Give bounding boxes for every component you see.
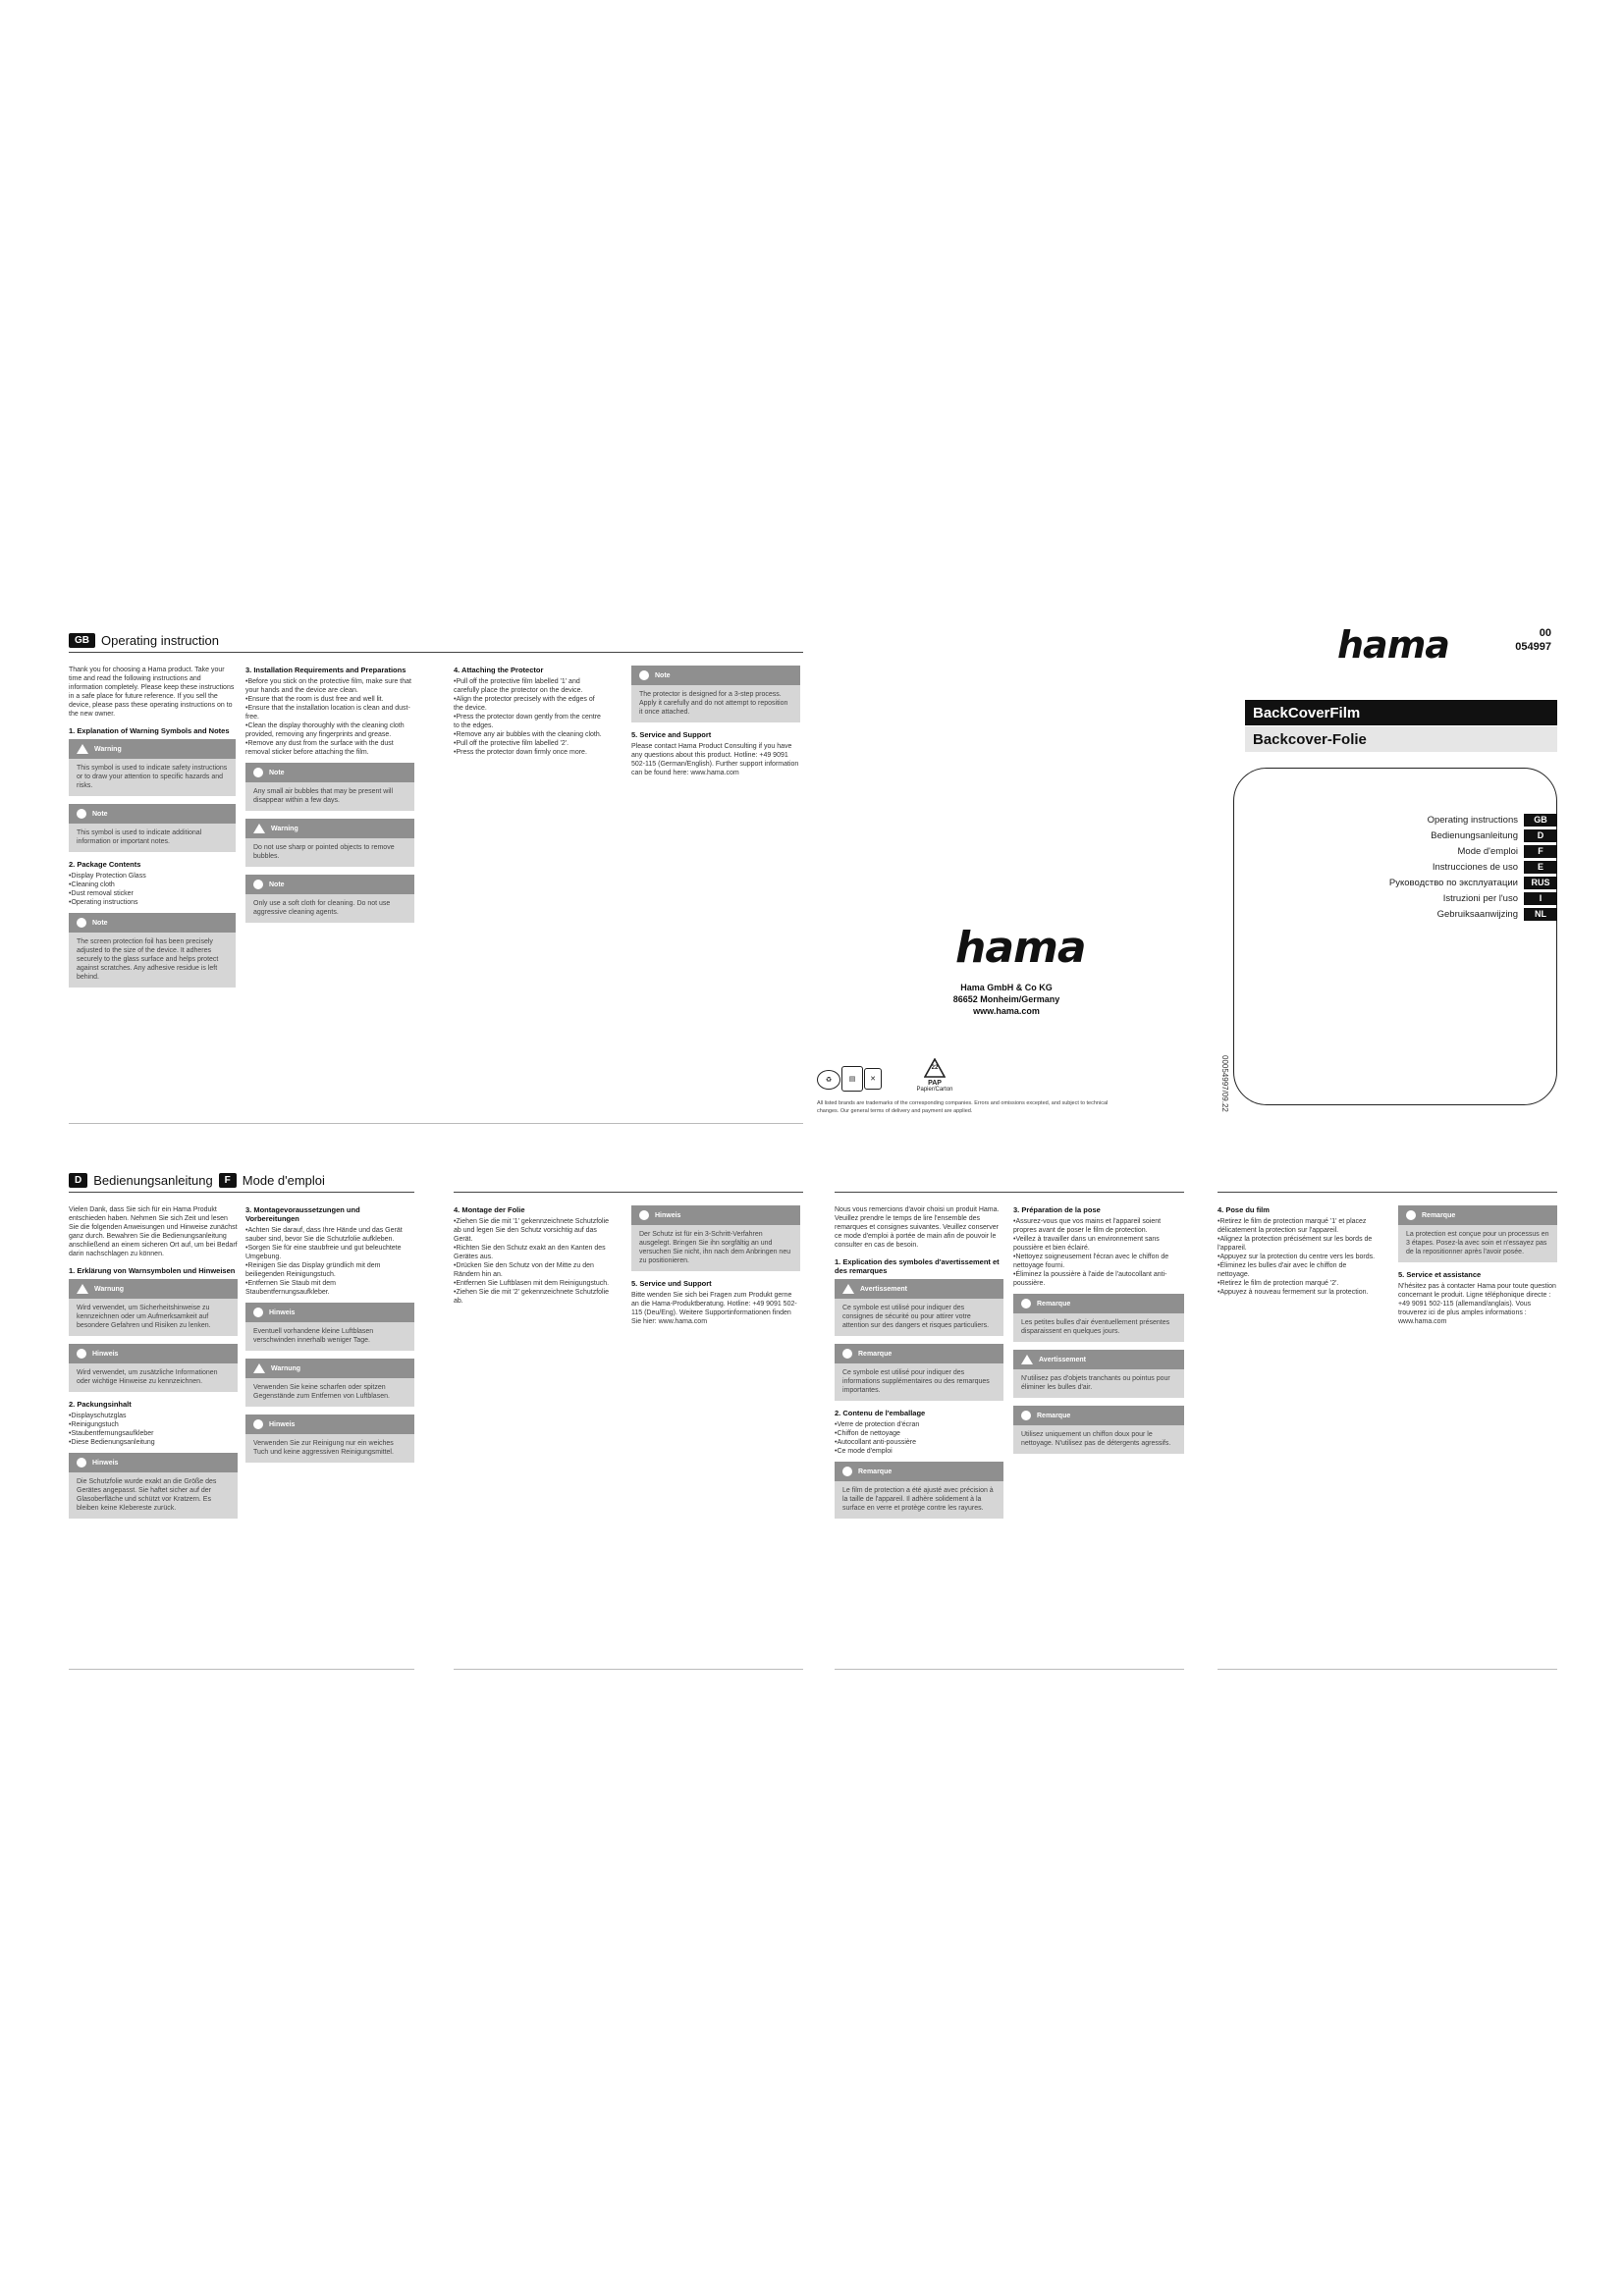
packaging-symbol-icon: ▤ (841, 1066, 863, 1092)
back-legal: All listed brands are trademarks of the corresponding companies. Errors and omissions excepted, and subject to technical changes. Our general terms of delivery and payment are applied. (817, 1100, 1109, 1114)
list-item: • Retirez le film de protection marqué '2'. (1218, 1279, 1377, 1288)
d-f-header (69, 1173, 325, 1188)
info-icon (639, 1210, 649, 1220)
d-hinweis2-title: Hinweis (92, 1459, 119, 1467)
pap-number: 22 (931, 1065, 939, 1071)
top-left-bottom-rule (69, 1123, 461, 1124)
back-hama-logo: hama (955, 923, 1086, 973)
list-item: • Staubentfernungsaufkleber (69, 1429, 238, 1438)
gb-header-rule (69, 652, 803, 653)
back-company: Hama GmbH & Co KG (960, 983, 1053, 992)
list-item: • Drücken Sie den Schutz von der Mitte zu den Rändern hin an. (454, 1261, 611, 1279)
cover-lang-row-e (1433, 861, 1557, 874)
gb-heading-3: 3. Installation Requirements and Preparations (245, 666, 406, 674)
f-prep-rem-box (1013, 1294, 1184, 1342)
f-rem-box (835, 1344, 1003, 1401)
d-contents-list (69, 1412, 238, 1447)
f-avert-text: Ce symbole est utilisé pour indiquer des consignes de sécurité ou pour attirer votre attention sur des dangers et risques particuliers. (842, 1305, 990, 1329)
lang-label: Instrucciones de uso (1432, 862, 1518, 873)
list-item: • Clean the display thoroughly with the cleaning cloth provided, removing any fingerprints and grease. (245, 721, 414, 739)
f-attach-list (1218, 1217, 1377, 1297)
d-header-rule (69, 1192, 414, 1193)
pap-label: PAP (928, 1080, 942, 1087)
d-column-3 (454, 1205, 611, 1311)
info-icon (77, 1458, 86, 1468)
f-prep-list (1013, 1217, 1184, 1288)
lang-code: D (1524, 829, 1557, 842)
f-prep-rem2-title: Remarque (1037, 1412, 1071, 1419)
cover-title-en: BackCoverFilm (1245, 700, 1557, 725)
info-icon (253, 880, 263, 889)
cover-code-b: 054997 (1515, 641, 1551, 653)
info-icon (77, 918, 86, 928)
d-prep-warnung-text: Verwenden Sie keine scharfen oder spitzen Gegenstände zum Entfernen von Luftblasen. (253, 1384, 390, 1400)
gb-heading-1: 1. Explanation of Warning Symbols and Notes (69, 726, 230, 735)
back-url: www.hama.com (973, 1006, 1040, 1016)
info-icon (77, 1349, 86, 1359)
d-column-4 (631, 1205, 800, 1332)
d-attach-hinweis-title: Hinweis (655, 1211, 681, 1219)
info-icon (1021, 1299, 1031, 1308)
list-item: • Autocollant anti-poussière (835, 1438, 1003, 1447)
gb-prep-note-box (245, 763, 414, 811)
f-rem-title: Remarque (858, 1350, 893, 1358)
cover-codes (1512, 626, 1551, 654)
f-prep-rem-text: Les petites bulles d'air éventuellement présentes disparaissent en quelques jours. (1021, 1319, 1170, 1335)
d-heading-1: 1. Erklärung von Warnsymbolen und Hinweisen (69, 1266, 236, 1275)
gb-attach-note-text: The protector is designed for a 3-step process. Apply it carefully and do not attempt to reposition it once attached. (639, 691, 788, 716)
list-item: • Chiffon de nettoyage (835, 1429, 1003, 1438)
list-item: • Align the protector precisely with the edges of the device. (454, 695, 606, 713)
back-company-block (943, 982, 1070, 1017)
list-item: • Diese Bedienungsanleitung (69, 1438, 238, 1447)
d-warning-box (69, 1279, 238, 1336)
top-mid-bottom-rule (454, 1123, 803, 1124)
list-item: • Veillez à travailler dans un environnement sans poussière et bien éclairé. (1013, 1235, 1184, 1253)
gb-note2-title: Note (92, 919, 108, 927)
bottom-rule-2 (454, 1669, 803, 1670)
list-item: • Operating instructions (69, 898, 236, 907)
bin-symbol-icon: ✕ (864, 1068, 882, 1090)
d-prep-hinweis-box (245, 1303, 414, 1351)
gb-note-text: This symbol is used to indicate additional information or important notes. (77, 829, 202, 845)
list-item: • Ziehen Sie die mit '2' gekennzeichnete Schutzfolie ab. (454, 1288, 611, 1306)
list-item: • Entfernen Sie Luftblasen mit dem Reinigungstuch. (454, 1279, 611, 1288)
d-prep-hinweis2-title: Hinweis (269, 1420, 296, 1428)
gb-header-title: Operating instruction (101, 633, 219, 648)
d-hinweis-title: Hinweis (92, 1350, 119, 1358)
list-item: • Entfernen Sie Staub mit dem Staubentfernungsaufkleber. (245, 1279, 414, 1297)
cover-lang-row-nl (1437, 908, 1557, 921)
list-item: • Ce mode d'emploi (835, 1447, 1003, 1456)
list-item: • Éliminez la poussière à l'aide de l'autocollant anti-poussière. (1013, 1270, 1184, 1288)
list-item: • Assurez-vous que vos mains et l'appareil soient propres avant de poser le film de protection. (1013, 1217, 1184, 1235)
f-prep-avert-box (1013, 1350, 1184, 1398)
d-intro: Vielen Dank, dass Sie sich für ein Hama Produkt entschieden haben. Nehmen Sie sich Zeit und lesen Sie die folgenden Anweisungen und Hinweise zunächst ganz durch. Bewahren Sie die Bedienungsanleitung anschließend an einem sicheren Ort auf, um bei Bedarf darin nachschlagen zu können. (69, 1206, 238, 1257)
d-column-1 (69, 1205, 238, 1526)
f-header-rule (835, 1192, 1184, 1193)
gb-header (69, 633, 219, 648)
list-item: • Before you stick on the protective film, make sure that your hands and the device are clean. (245, 677, 414, 695)
f-column-3 (1218, 1205, 1377, 1303)
d-heading-5: 5. Service und Support (631, 1279, 712, 1288)
d-heading-4: 4. Montage der Folie (454, 1205, 525, 1214)
cover-hama-logo: hama (1337, 623, 1449, 667)
info-icon (1406, 1210, 1416, 1220)
f-avert-box (835, 1279, 1003, 1336)
warning-triangle-icon (77, 1284, 88, 1294)
f-attach-rem-title: Remarque (1422, 1211, 1456, 1219)
lang-label: Mode d'emploi (1457, 846, 1518, 857)
d-column-2 (245, 1205, 414, 1470)
gb-heading-5: 5. Service and Support (631, 730, 712, 739)
gb-attach-note-box (631, 666, 800, 722)
list-item: • Ensure that the installation location is clean and dust-free. (245, 704, 414, 721)
info-icon (639, 670, 649, 680)
f-contents-list (835, 1420, 1003, 1456)
f-heading-3: 3. Préparation de la pose (1013, 1205, 1101, 1214)
gb-prep-warning-text: Do not use sharp or pointed objects to remove bubbles. (253, 844, 395, 860)
list-item: • Cleaning cloth (69, 881, 236, 889)
d-hinweis-text: Wird verwendet, um zusätzliche Informationen oder wichtige Hinweise zu kennzeichnen. (77, 1369, 218, 1385)
list-item: • Press the protector down gently from the centre to the edges. (454, 713, 606, 730)
d-hinweis-box (69, 1344, 238, 1392)
warning-triangle-icon (253, 1363, 265, 1373)
gb-prep-list (245, 677, 414, 757)
list-item: • Éliminez les bulles d'air avec le chiffon de nettoyage. (1218, 1261, 1377, 1279)
list-item: • Press the protector down firmly once more. (454, 748, 606, 757)
d-prep-warnung-box (245, 1359, 414, 1407)
gb-note2-text: The screen protection foil has been precisely adjusted to the size of the device. It adheres securely to the glass surface and helps protect against scratches. Any adhesive residue is left behind. (77, 938, 219, 981)
warning-triangle-icon (842, 1284, 854, 1294)
d-heading-2: 2. Packungsinhalt (69, 1400, 132, 1409)
gb-lang-tag: GB (69, 633, 95, 648)
info-icon (253, 768, 263, 777)
info-icon (842, 1467, 852, 1476)
gb-prep-note2-text: Only use a soft cloth for cleaning. Do not use aggressive cleaning agents. (253, 900, 391, 916)
list-item: • Pull off the protective film labelled '2'. (454, 739, 606, 748)
list-item: • Reinigen Sie das Display gründlich mit dem beiliegenden Reinigungstuch. (245, 1261, 414, 1279)
cover-lang-row-gb (1428, 814, 1557, 827)
d-hinweis2-box (69, 1453, 238, 1519)
cover-code-a: 00 (1539, 627, 1551, 639)
gb-contents-list (69, 872, 236, 907)
f-prep-rem-title: Remarque (1037, 1300, 1071, 1308)
gb-column-2 (245, 666, 414, 931)
list-item: • Ziehen Sie die mit '1' gekennzeichnete Schutzfolie ab und legen Sie den Schutz vorsichtig auf das Gerät. (454, 1217, 611, 1244)
warning-triangle-icon (77, 744, 88, 754)
d-warning-title: Warnung (94, 1285, 125, 1293)
d-header-rule-2 (454, 1192, 803, 1193)
d-prep-list (245, 1226, 414, 1297)
gb-attach-list (454, 677, 606, 757)
lang-label: Istruzioni per l'uso (1442, 893, 1518, 904)
list-item: • Sorgen Sie für eine staubfreie und gut beleuchtete Umgebung. (245, 1244, 414, 1261)
d-prep-warnung-title: Warnung (271, 1364, 301, 1372)
list-item: • Remove any dust from the surface with the dust removal sticker before attaching the film. (245, 739, 414, 757)
info-icon (1021, 1411, 1031, 1420)
d-header-title: Bedienungsanleitung (93, 1173, 213, 1188)
info-icon (77, 809, 86, 819)
cover-lang-row-f (1458, 845, 1558, 858)
d-prep-hinweis-title: Hinweis (269, 1308, 296, 1316)
d-hinweis2-text: Die Schutzfolie wurde exakt an die Größe des Gerätes angepasst. Sie haftet sicher auf der Glasoberfläche und schützt vor Kratzern. Es bleiben keine Klebereste zurück. (77, 1478, 217, 1512)
gb-heading-4: 4. Attaching the Protector (454, 666, 544, 674)
gb-note-title: Note (92, 810, 108, 818)
f-attach-rem-box (1398, 1205, 1557, 1262)
f-column-4 (1398, 1205, 1557, 1332)
warning-triangle-icon (253, 824, 265, 833)
info-icon (842, 1349, 852, 1359)
d-prep-hinweis2-text: Verwenden Sie zur Reinigung nur ein weiches Tuch und keine aggressiven Reinigungsmittel. (253, 1440, 394, 1456)
gb-warning-title: Warning (94, 745, 122, 753)
list-item: • Alignez la protection précisément sur les bords de l'appareil. (1218, 1235, 1377, 1253)
f-rem2-box (835, 1462, 1003, 1519)
bottom-rule-1 (69, 1669, 414, 1670)
list-item: • Appuyez à nouveau fermement sur la protection. (1218, 1288, 1377, 1297)
bottom-rule-3 (835, 1669, 1184, 1670)
gb-column-3 (454, 666, 606, 763)
f-header-rule-2 (1218, 1192, 1557, 1193)
list-item: • Reinigungstuch (69, 1420, 238, 1429)
f-prep-avert-title: Avertissement (1039, 1356, 1086, 1363)
cover-lang-row-d (1431, 829, 1557, 842)
gb-intro: Thank you for choosing a Hama product. Take your time and read the following instructions and information completely. Please keep these instructions in a safe place for future reference. If you sell the device, please pass these operating instructions on to the new owner. (69, 667, 235, 718)
list-item: • Display Protection Glass (69, 872, 236, 881)
back-side-code: 00054997/09.22 (1220, 1055, 1229, 1112)
f-heading-2: 2. Contenu de l'emballage (835, 1409, 926, 1417)
info-icon (253, 1419, 263, 1429)
d-prep-hinweis-text: Eventuell vorhandene kleine Luftblasen verschwinden innerhalb weniger Tage. (253, 1328, 374, 1344)
list-item: • Retirez le film de protection marqué '1' et placez délicatement la protection sur l'appareil. (1218, 1217, 1377, 1235)
d-service-text: Bitte wenden Sie sich bei Fragen zum Produkt gerne an die Hama-Produktberatung. Hotline: +49 9091 502-115 (Deu/Eng). Weitere Supportinformationen finden Sie hier: www.hama.com (631, 1292, 797, 1325)
f-heading-4: 4. Pose du film (1218, 1205, 1270, 1214)
gb-prep-warning-title: Warning (271, 825, 298, 832)
list-item: • Achten Sie darauf, dass Ihre Hände und das Gerät sauber sind, bevor Sie die Schutzfolie aufkleben. (245, 1226, 414, 1244)
f-prep-avert-text: N'utilisez pas d'objets tranchants ou pointus pour éliminer les bulles d'air. (1021, 1375, 1170, 1391)
d-lang-tag: D (69, 1173, 87, 1188)
lang-code: NL (1524, 908, 1557, 921)
back-address: 86652 Monheim/Germany (952, 994, 1060, 1004)
gb-prep-note-text: Any small air bubbles that may be present will disappear within a few days. (253, 788, 394, 804)
f-header-title: Mode d'emploi (242, 1173, 325, 1188)
d-attach-hinweis-box (631, 1205, 800, 1271)
f-rem-text: Ce symbole est utilisé pour indiquer des informations supplémentaires ou des remarques importantes. (842, 1369, 990, 1394)
recycling-symbol-icon: ♻ (817, 1070, 840, 1090)
f-rem2-text: Le film de protection a été ajusté avec précision à la taille de l'appareil. Il adhère solidement à la surface en verre et protège contre les rayures. (842, 1487, 994, 1512)
list-item: • Ensure that the room is dust free and well lit. (245, 695, 414, 704)
lang-label: Руководство по эксплуатации (1388, 878, 1518, 888)
gb-service-text: Please contact Hama Product Consulting if you have any questions about this product. Hotline: +49 9091 502-115 (German/English). Further support information can be found here: www.hama.com (631, 743, 799, 776)
f-prep-rem2-box (1013, 1406, 1184, 1454)
list-item: • Verre de protection d'écran (835, 1420, 1003, 1429)
f-prep-rem2-text: Utilisez uniquement un chiffon doux pour le nettoyage. N'utilisez pas de détergents agressifs. (1021, 1431, 1171, 1447)
lang-label: Gebruiksaanwijzing (1436, 909, 1518, 920)
gb-note2-box (69, 913, 236, 988)
cover-lang-row-i (1443, 892, 1557, 905)
gb-column-4 (631, 666, 800, 783)
list-item: • Remove any air bubbles with the cleaning cloth. (454, 730, 606, 739)
pap-recycling-code (907, 1058, 962, 1093)
f-service-text: N'hésitez pas à contacter Hama pour toute question concernant le produit. Ligne téléphonique directe : +49 9091 502-115 (allemand/anglais). Vous trouverez ici de plus amples informations : www.hama.com (1398, 1283, 1556, 1325)
info-icon (253, 1308, 263, 1317)
list-item: • Displayschutzglas (69, 1412, 238, 1420)
f-attach-rem-text: La protection est conçue pour un processus en 3 étapes. Posez-la avec soin et n'essayez pas de la repositionner après l'avoir posée. (1406, 1231, 1549, 1255)
pap-sub: Papier/Carton (916, 1087, 953, 1093)
gb-note-box (69, 804, 236, 852)
lang-code: F (1524, 845, 1557, 858)
f-heading-1: 1. Explication des symboles d'avertissement et des remarques (835, 1257, 1000, 1275)
d-warning-text: Wird verwendet, um Sicherheitshinweise zu kennzeichnen oder um Aufmerksamkeit auf besondere Gefahren und Risiken zu lenken. (77, 1305, 211, 1329)
d-attach-hinweis-text: Der Schutz ist für ein 3-Schritt-Verfahren ausgelegt. Bringen Sie ihn sorgfältig an und versuchen Sie nicht, ihn nach dem Anbringen neu zu positionieren. (639, 1231, 791, 1264)
lang-code: RUS (1524, 877, 1557, 889)
d-attach-list (454, 1217, 611, 1306)
f-rem2-title: Remarque (858, 1468, 893, 1475)
gb-prep-warning-box (245, 819, 414, 867)
gb-warning-text: This symbol is used to indicate safety instructions or to draw your attention to specific hazards and risks. (77, 765, 228, 789)
gb-attach-note-title: Note (655, 671, 671, 679)
list-item: • Dust removal sticker (69, 889, 236, 898)
d-prep-hinweis2-box (245, 1415, 414, 1463)
list-item: • Pull off the protective film labelled '1' and carefully place the protector on the device. (454, 677, 606, 695)
list-item: • Richten Sie den Schutz exakt an den Kanten des Gerätes aus. (454, 1244, 611, 1261)
gb-prep-note-title: Note (269, 769, 285, 776)
gb-heading-2: 2. Package Contents (69, 860, 141, 869)
gb-prep-note2-title: Note (269, 881, 285, 888)
lang-label: Bedienungsanleitung (1431, 830, 1518, 841)
f-intro: Nous vous remercions d'avoir choisi un produit Hama. Veuillez prendre le temps de lire l'ensemble des remarques et consignes suivantes. Veuillez conserver ce mode d'emploi à portée de main afin de pouvoir le consulter en cas de besoin. (835, 1206, 1000, 1249)
f-lang-tag: F (219, 1173, 237, 1188)
gb-column-1 (69, 666, 236, 995)
list-item: • Nettoyez soigneusement l'écran avec le chiffon de nettoyage fourni. (1013, 1253, 1184, 1270)
cover-lang-row-rus (1389, 877, 1557, 889)
lang-label: Operating instructions (1427, 815, 1518, 826)
gb-warning-box (69, 739, 236, 796)
f-avert-title: Avertissement (860, 1285, 907, 1293)
d-heading-3: 3. Montagevoraussetzungen und Vorbereitungen (245, 1205, 360, 1223)
lang-code: GB (1524, 814, 1557, 827)
f-heading-5: 5. Service et assistance (1398, 1270, 1482, 1279)
f-column-1 (835, 1205, 1003, 1526)
f-column-2 (1013, 1205, 1184, 1462)
bottom-rule-4 (1218, 1669, 1557, 1670)
list-item: • Appuyez sur la protection du centre vers les bords. (1218, 1253, 1377, 1261)
lang-code: I (1524, 892, 1557, 905)
warning-triangle-icon (1021, 1355, 1033, 1364)
lang-code: E (1524, 861, 1557, 874)
gb-prep-note2-box (245, 875, 414, 923)
cover-title-de: Backcover-Folie (1245, 726, 1557, 752)
